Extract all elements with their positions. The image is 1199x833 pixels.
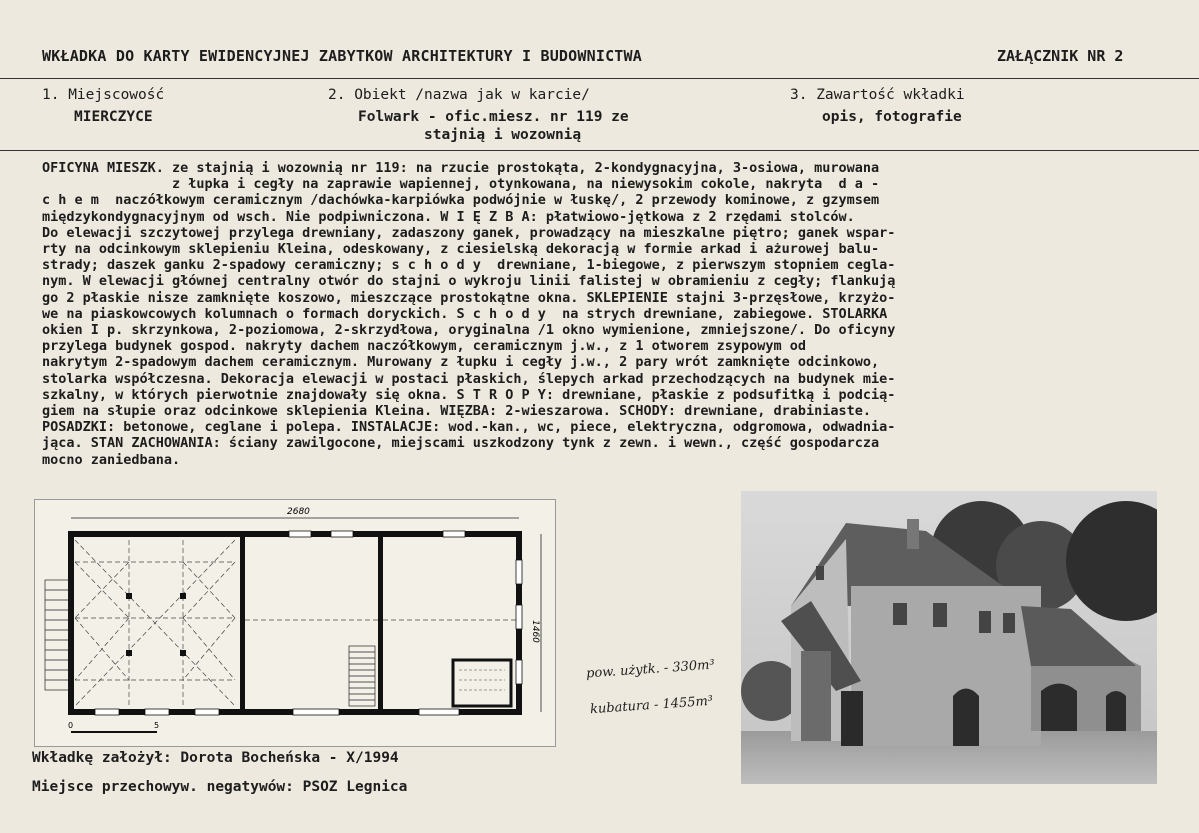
description-line: przylega budynek gospod. nakryty dachem naczółkowym, ceramicznym j.w., z 1 otworem zsypowym od — [42, 338, 807, 355]
locality-value: MIERCZYCE — [74, 109, 153, 125]
plan-width-label: 2680 — [287, 507, 310, 517]
handwritten-volume-note: kubatura - 1455m³ — [589, 693, 714, 718]
description-line: stolarka współczesna. Dekoracja elewacji w postaci płaskich, ślepych arkad przechodzących na budynek mie- — [42, 370, 896, 387]
created-by-line: Wkładkę założył: Dorota Bocheńska - X/1994 — [32, 750, 399, 766]
floor-plan-drawing — [35, 500, 555, 746]
description-line: Do elewacji szczytowej przylega drewniany, zadaszony ganek, prowadzący na mieszkalne piętro; ganek wspar- — [42, 224, 896, 241]
floor-plan — [34, 499, 556, 747]
description-line: z łupka i cegły na zaprawie wapiennej, otynkowana, na niewysokim cokole, nakryta d a - — [42, 176, 880, 193]
fields-rule — [0, 150, 1199, 151]
description-line: nym. W elewacji głównej centralny otwór do stajni o wykroju linii falistej w obramieniu z cegły; flankują — [42, 273, 896, 290]
document-title: WKŁADKA DO KARTY EWIDENCYJNEJ ZABYTKOW ARCHITEKTURY I BUDOWNICTWA — [42, 47, 642, 65]
description-line: jąca. STAN ZACHOWANIA: ściany zawilgocone, miejscami uszkodzony tynk z zewn. i wewn., część gospodarcza — [42, 435, 880, 452]
building-photograph — [741, 491, 1157, 784]
object-value-line-1: Folwark - ofic.miesz. nr 119 ze — [358, 109, 629, 125]
description-line: międzykondygnacyjnym od wsch. Nie podpiwniczona. W I Ę Z B A: płatwiowo-jętkowa z 2 rzędami stolców. — [42, 208, 855, 225]
description-line: nakrytym 2-spadowym dachem ceramicznym. Murowany z łupku i cegły j.w., 2 pary wrót zamknięte odcinkowo, — [42, 354, 880, 371]
description-line: rty na odcinkowym sklepieniu Kleina, odeskowany, z ciesielską dekoracją w formie arkad i ażurowej balu- — [42, 241, 880, 258]
description-line: OFICYNA MIESZK. ze stajnią i wozownią nr 119: na rzucie prostokąta, 2-kondygnacyjna, 3-osiowa, murowana — [42, 160, 880, 176]
description-line: c h e m naczółkowym ceramicznym /dachówka-karpiówka podwójnie w łuskę/, 2 przewody kominowe, z gzymsem — [42, 192, 880, 209]
negatives-location-line: Miejsce przechowyw. negatywów: PSOZ Legnica — [32, 779, 408, 795]
content-value: opis, fotografie — [822, 109, 962, 125]
description-line: strady; daszek ganku 2-spadowy ceramiczny; s c h o d y drewniane, 1-biegowe, z pierwszym stopniem cegla- — [42, 257, 896, 274]
description-line: giem na słupie oraz odcinkowe sklepienia Kleina. WIĘZBA: 2-wieszarowa. SCHODY: drewniane, drabiniaste. — [42, 403, 872, 420]
object-label: 2. Obiekt /nazwa jak w karcie/ — [328, 87, 590, 103]
description-line: szkalny, w których pierwotnie znajdowały się okna. S T R O P Y: drewniane, płaskie z podsufitką i podcią- — [42, 386, 896, 403]
description-line: we na piaskowcowych kolumnach o formach doryckich. S c h o d y na strych drewniane, zabiegowe. STOLARKA — [42, 305, 888, 322]
scale-start-label: 0 — [68, 721, 74, 730]
description-line: mocno zaniedbana. — [42, 451, 181, 468]
description-line: okien I p. skrzynkowa, 2-poziomowa, 2-skrzydłowa, oryginalna /1 okno wymienione, zmniejszone/. Do oficyny — [42, 322, 896, 339]
attachment-number: ZAŁĄCZNIK NR 2 — [997, 47, 1124, 65]
handwritten-area-note: pow. użytk. - 330m³ — [585, 657, 716, 682]
scale-end-label: 5 — [154, 721, 160, 730]
plan-depth-label: 1460 — [530, 620, 540, 643]
header-rule — [0, 78, 1199, 79]
building-photo-image — [741, 491, 1157, 784]
locality-label: 1. Miejscowość — [42, 87, 165, 103]
object-value-line-2: stajnią i wozownią — [424, 127, 582, 143]
description-line: POSADZKI: betonowe, ceglane i polepa. INSTALACJE: wod.-kan., wc, piece, elektryczna, odgromowa, odwadnia- — [42, 419, 896, 436]
content-label: 3. Zawartość wkładki — [790, 87, 965, 103]
description-line: go 2 płaskie nisze zamknięte koszowo, mieszczące prostokątne okna. SKLEPIENIE stajni 3-przęsłowe, krzyżo- — [42, 289, 896, 306]
description-text — [42, 160, 1162, 468]
